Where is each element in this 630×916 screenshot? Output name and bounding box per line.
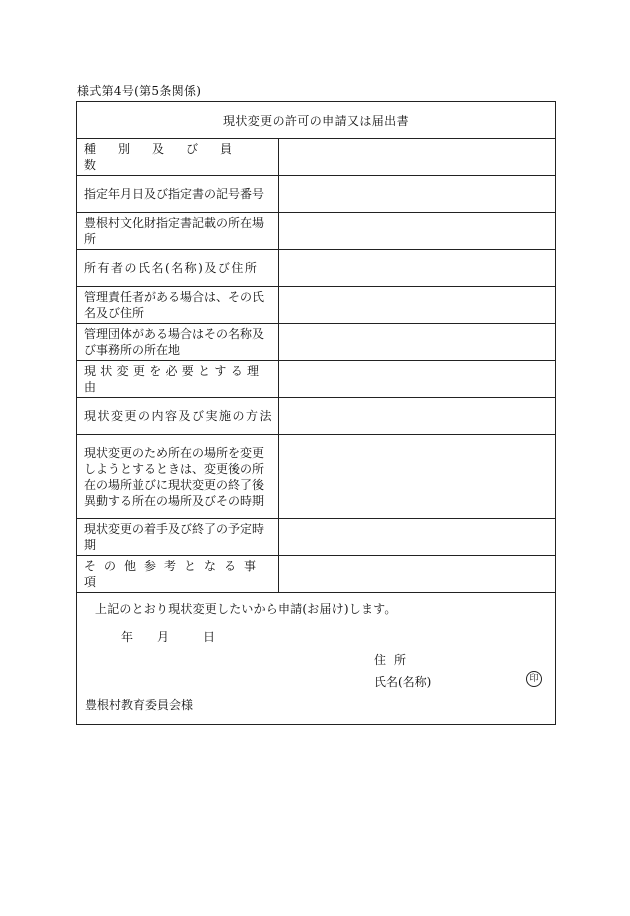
form-title: 現状変更の許可の申請又は届出書 <box>77 102 555 139</box>
date-day-label: 日 <box>203 630 216 644</box>
address-label: 住所 <box>374 653 415 667</box>
form-number: 様式第4号(第5条関係) <box>77 84 202 98</box>
field-label: その他参考となる事項 <box>77 556 279 592</box>
date-line <box>121 628 215 645</box>
seal-icon: 印 <box>526 671 542 687</box>
field-value[interactable] <box>279 139 555 175</box>
field-row-schedule <box>77 519 555 556</box>
recipient: 豊根村教育委員会様 <box>85 698 194 712</box>
field-value[interactable] <box>279 361 555 397</box>
field-label: 現状変更を必要とする理由 <box>77 361 279 397</box>
field-value[interactable] <box>279 176 555 212</box>
field-label: 管理団体がある場合はその名称及び事務所の所在地 <box>77 324 279 360</box>
field-row-organization <box>77 324 555 361</box>
field-row-type-count <box>77 139 555 176</box>
field-label: 種別及び員数 <box>77 139 279 175</box>
name-label: 氏名(名称) <box>374 675 432 689</box>
field-table <box>77 139 555 593</box>
field-value[interactable] <box>279 250 555 286</box>
application-form <box>76 101 556 725</box>
field-row-method <box>77 398 555 435</box>
field-label: 現状変更のため所在の場所を変更しようとするときは、変更後の所在の場所並びに現状変更の終了後異動する所在の場所及びその時期 <box>77 435 279 518</box>
field-value[interactable] <box>279 398 555 434</box>
field-row-location <box>77 213 555 250</box>
field-row-designation <box>77 176 555 213</box>
field-label: 管理責任者がある場合は、その氏名及び住所 <box>77 287 279 323</box>
declaration-text: 上記のとおり現状変更したいから申請(お届け)します。 <box>95 602 397 616</box>
date-year-label: 年 <box>121 630 134 644</box>
field-value[interactable] <box>279 435 555 518</box>
field-label: 現状変更の着手及び終了の予定時期 <box>77 519 279 555</box>
field-value[interactable] <box>279 324 555 360</box>
field-row-owner <box>77 250 555 287</box>
field-row-manager <box>77 287 555 324</box>
field-label: 指定年月日及び指定書の記号番号 <box>77 176 279 212</box>
field-value[interactable] <box>279 287 555 323</box>
field-label: 現状変更の内容及び実施の方法 <box>77 398 279 434</box>
field-value[interactable] <box>279 213 555 249</box>
field-label: 豊根村文化財指定書記載の所在場所 <box>77 213 279 249</box>
field-label: 所有者の氏名(名称)及び住所 <box>77 250 279 286</box>
field-row-relocation <box>77 435 555 519</box>
field-value[interactable] <box>279 556 555 592</box>
field-value[interactable] <box>279 519 555 555</box>
field-row-notes <box>77 556 555 593</box>
date-month-label: 月 <box>157 630 170 644</box>
field-row-reason <box>77 361 555 398</box>
